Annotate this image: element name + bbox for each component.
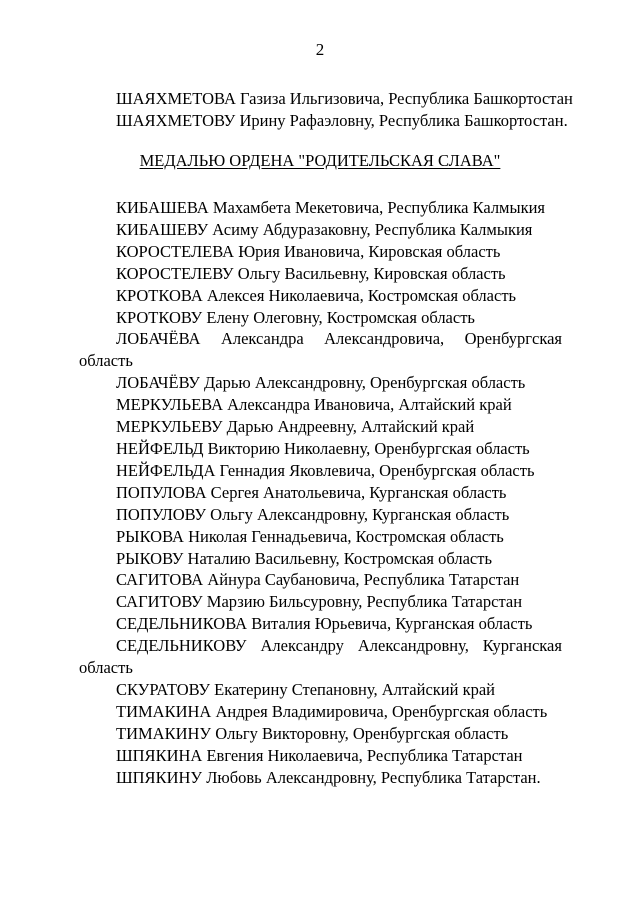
list-item: ШПЯКИНУ Любовь Александровну, Республика Татарстан. bbox=[116, 767, 541, 787]
list-item: ПОПУЛОВА Сергея Анатольевича, Курганская область bbox=[116, 482, 507, 502]
list-item: РЫКОВУ Наталию Васильевну, Костромская область bbox=[116, 548, 492, 568]
list-item: НЕЙФЕЛЬД Викторию Николаевну, Оренбургская область bbox=[116, 438, 530, 458]
list-item: СКУРАТОВУ Екатерину Степановну, Алтайский край bbox=[116, 679, 495, 699]
word: Александру bbox=[260, 636, 344, 656]
list-item: ШАЯХМЕТОВУ Ирину Рафаэловну, Республика Башкортостан. bbox=[116, 110, 568, 130]
award-list bbox=[0, 197, 640, 788]
list-item: РЫКОВА Николая Геннадьевича, Костромская область bbox=[116, 526, 504, 546]
word: СЕДЕЛЬНИКОВУ bbox=[116, 636, 247, 656]
list-item: ШАЯХМЕТОВА Газиза Ильгизовича, Республика Башкортостан bbox=[116, 89, 573, 108]
list-item: КРОТКОВУ Елену Олеговну, Костромская область bbox=[116, 307, 475, 327]
page-number: 2 bbox=[315, 40, 325, 59]
list-item: ПОПУЛОВУ Ольгу Александровну, Курганская область bbox=[116, 504, 510, 524]
list-item: МЕРКУЛЬЕВА Александра Ивановича, Алтайский край bbox=[116, 395, 512, 415]
top-list bbox=[0, 88, 640, 132]
section-heading: МЕДАЛЬЮ ОРДЕНА "РОДИТЕЛЬСКАЯ СЛАВА" bbox=[139, 151, 501, 170]
list-item: ТИМАКИНА Андрея Владимировича, Оренбургская область bbox=[116, 701, 548, 721]
list-item: КИБАШЕВА Махамбета Мекетовича, Республика Калмыкия bbox=[116, 198, 546, 217]
list-item: КРОТКОВА Алексея Николаевича, Костромская область bbox=[116, 285, 517, 305]
word: Курганская bbox=[482, 636, 562, 656]
word: Александра bbox=[220, 329, 304, 349]
list-item-continuation: область bbox=[79, 658, 133, 678]
list-item: НЕЙФЕЛЬДА Геннадия Яковлевича, Оренбургская область bbox=[116, 460, 535, 480]
list-item: ТИМАКИНУ Ольгу Викторовну, Оренбургская область bbox=[116, 723, 509, 743]
list-item: СЕДЕЛЬНИКОВА Виталия Юрьевича, Курганская область bbox=[116, 614, 533, 634]
list-item: САГИТОВА Айнура Саубановича, Республика Татарстан bbox=[116, 570, 520, 590]
list-item: КОРОСТЕЛЕВА Юрия Ивановича, Кировская область bbox=[116, 241, 501, 261]
word: Оренбургская bbox=[464, 329, 562, 349]
word: ЛОБАЧЁВА bbox=[116, 329, 201, 349]
list-item-continuation: область bbox=[79, 351, 133, 371]
list-item-justified bbox=[0, 635, 562, 657]
list-item: САГИТОВУ Марзию Бильсуровну, Республика Татарстан bbox=[116, 592, 523, 612]
list-item: ЛОБАЧЁВУ Дарью Александровну, Оренбургская область bbox=[116, 373, 526, 393]
list-item-justified bbox=[0, 328, 562, 350]
list-item: КОРОСТЕЛЕВУ Ольгу Васильевну, Кировская область bbox=[116, 263, 506, 283]
list-item: КИБАШЕВУ Асиму Абдуразаковну, Республика Калмыкия bbox=[116, 219, 533, 239]
word: Александровну, bbox=[357, 636, 469, 656]
word: Александровича, bbox=[324, 329, 445, 349]
list-item: ШПЯКИНА Евгения Николаевича, Республика Татарстан bbox=[116, 745, 523, 765]
list-item: МЕРКУЛЬЕВУ Дарью Андреевну, Алтайский край bbox=[116, 417, 475, 437]
